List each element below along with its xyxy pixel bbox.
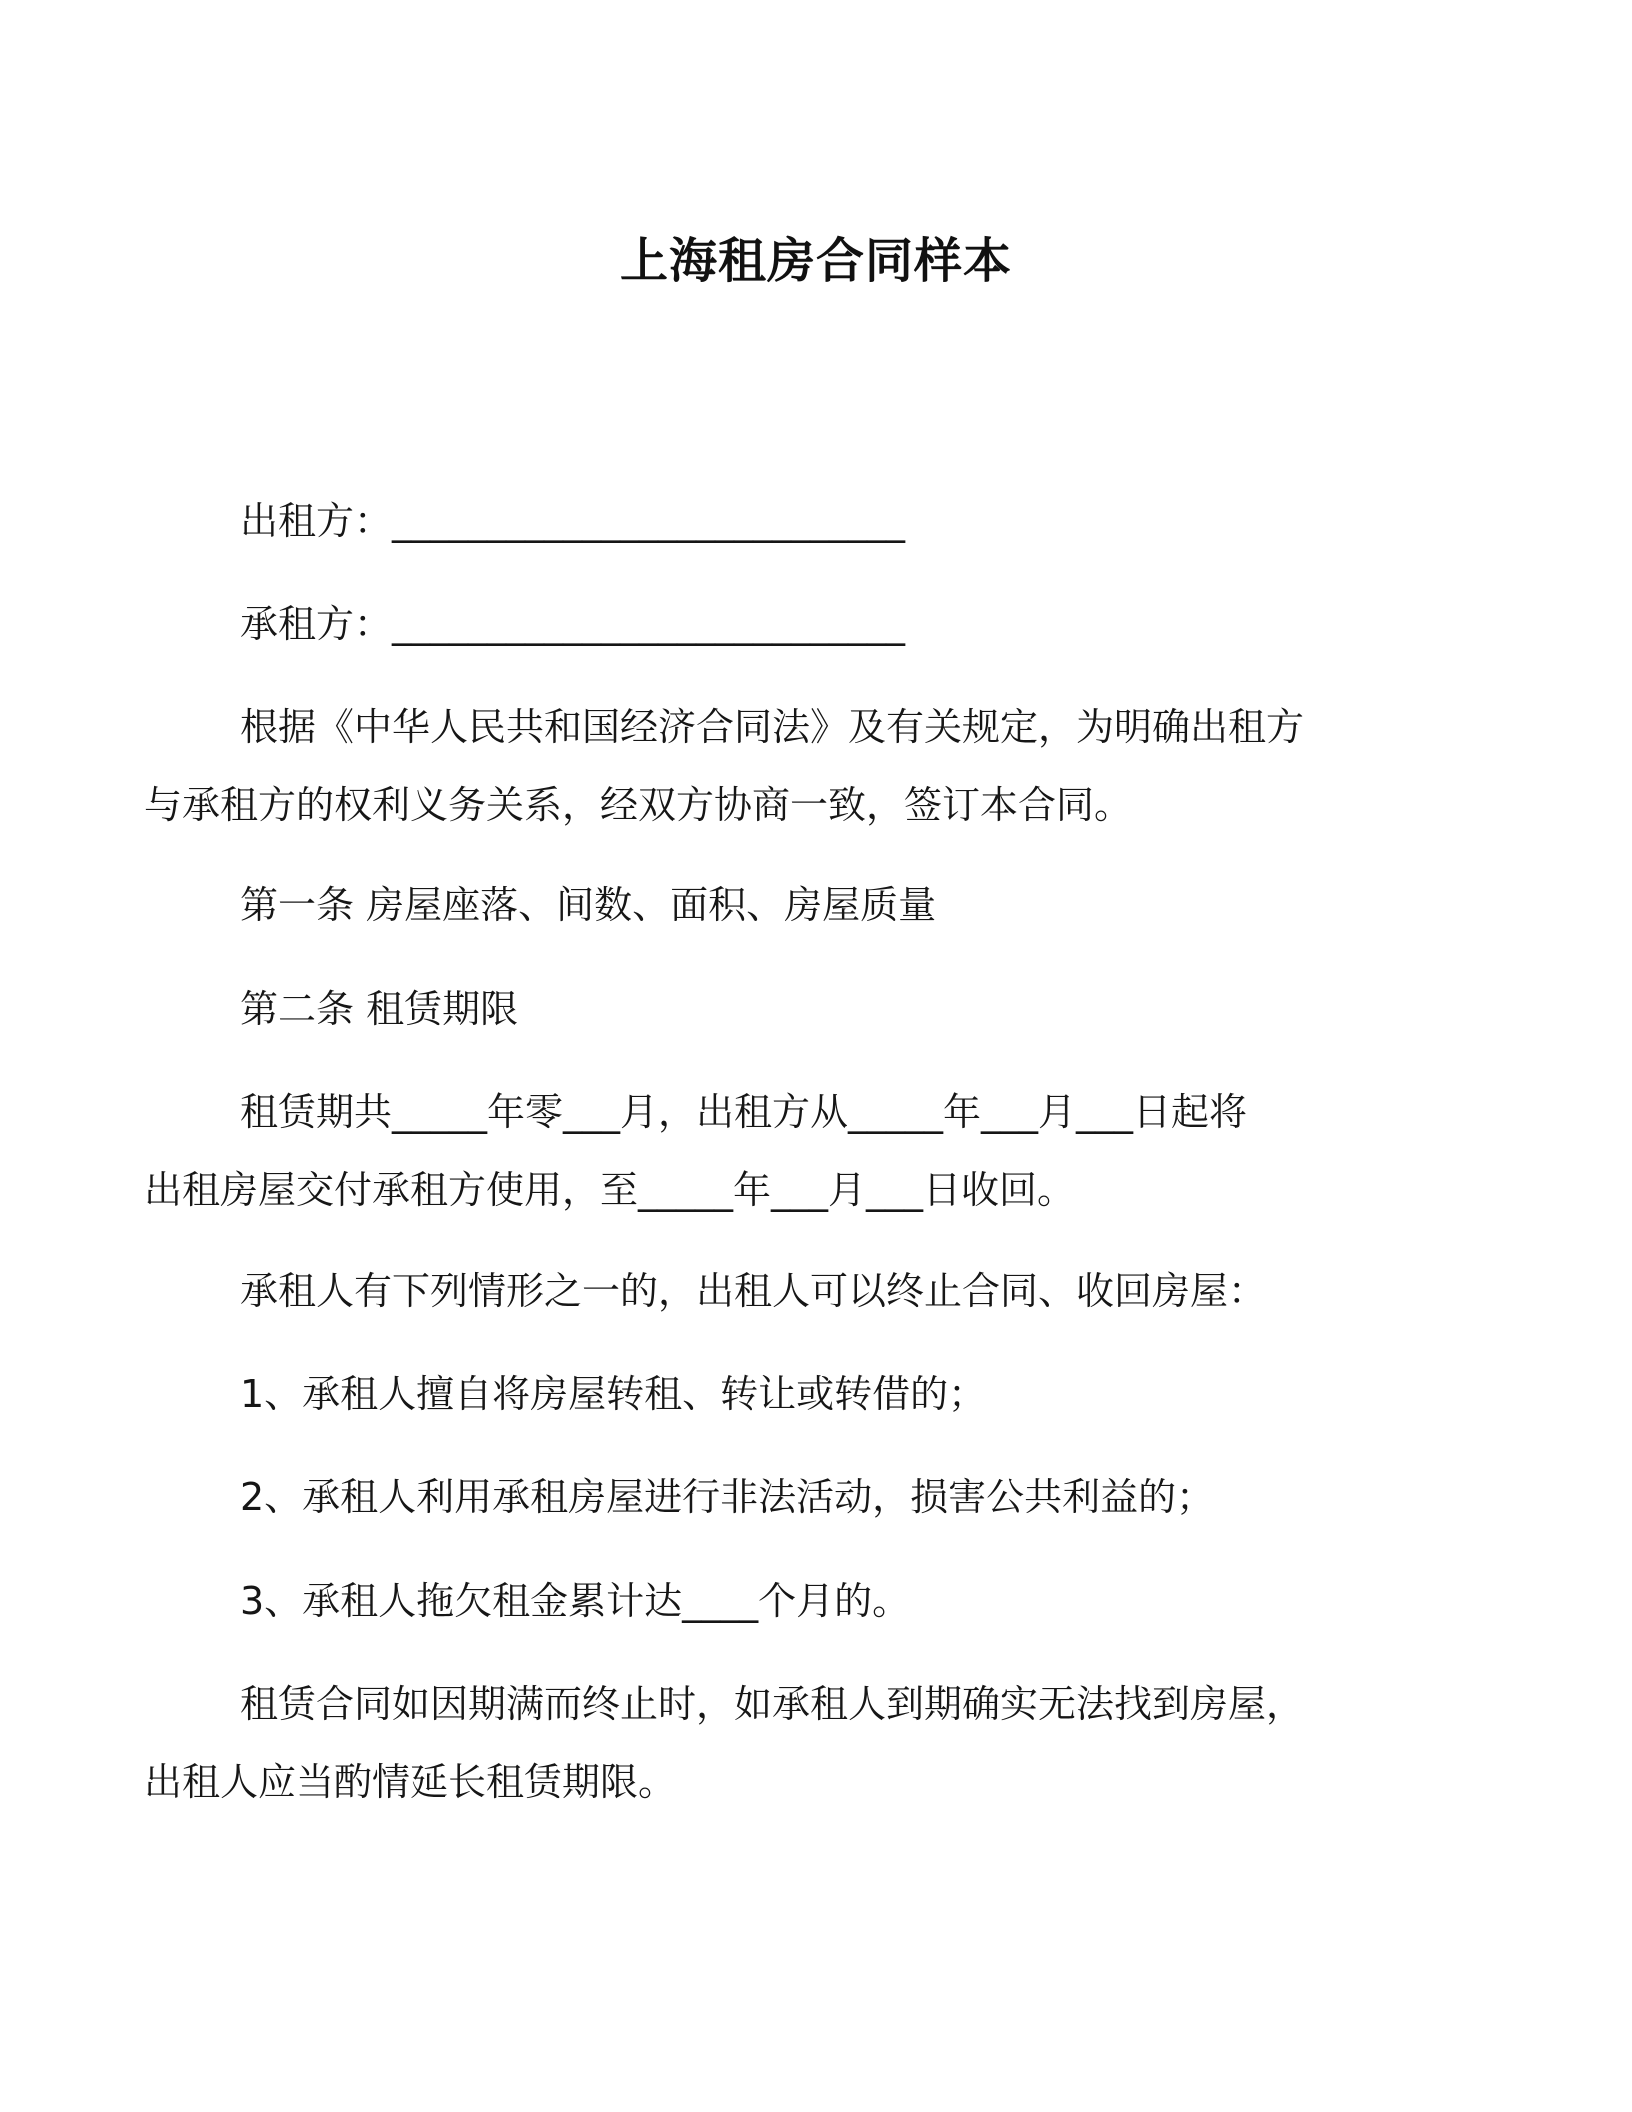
extension-paragraph: [144, 1665, 1390, 1821]
article-1-heading: 第一条 房屋座落、间数、面积、房屋质量: [240, 883, 937, 927]
extension-line-2: 出租人应当酌情延长租赁期限。: [144, 1760, 677, 1804]
termination-item-3: 3、承租人拖欠租金累计达____个月的。: [240, 1579, 911, 1623]
extension-line-1: 租赁合同如因期满而终止时，如承租人到期确实无法找到房屋，: [240, 1682, 1305, 1726]
term-line-2: 出租房屋交付承租方使用，至_____年___月___日收回。: [144, 1168, 1076, 1212]
document-title: 上海租房合同样本: [619, 233, 1012, 289]
termination-intro: 承租人有下列情形之一的，出租人可以终止合同、收回房屋：: [240, 1269, 1267, 1313]
intro-paragraph: [144, 688, 1390, 844]
termination-item-1: 1、承租人擅自将房屋转租、转让或转借的；: [240, 1372, 987, 1416]
intro-line-2: 与承租方的权利义务关系，经双方协商一致，签订本合同。: [144, 783, 1133, 827]
article-2-heading: 第二条 租赁期限: [240, 987, 519, 1031]
lessee-line: 承租方：___________________________: [240, 602, 906, 646]
intro-line-1: 根据《中华人民共和国经济合同法》及有关规定，为明确出租方: [240, 705, 1305, 749]
term-line-1: 租赁期共_____年零___月，出租方从_____年___月___日起将: [240, 1090, 1248, 1134]
termination-item-2: 2、承租人利用承租房屋进行非法活动，损害公共利益的；: [240, 1475, 1215, 1519]
lessor-line: 出租方：___________________________: [240, 499, 906, 543]
term-paragraph: [144, 1073, 1390, 1229]
